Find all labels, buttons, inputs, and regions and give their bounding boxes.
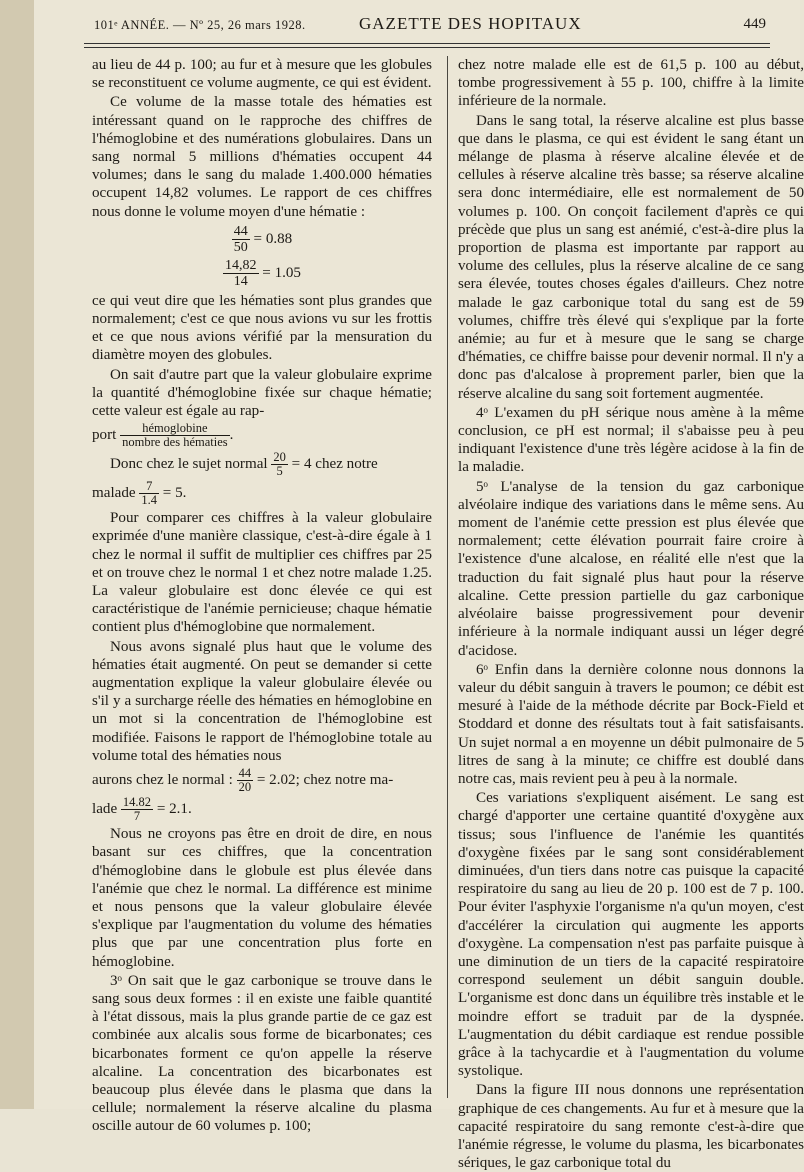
denominator: 20 <box>238 780 252 795</box>
paragraph: Ces variations s'expliquent aisément. Le sang est chargé d'apporter une certaine quantité d'oxygène aux tissus; sous l'influence de l'anémie les quantités d'oxygène fixées par le sang sont considérablement diminuées, d'un tiers dans notre cas puisque la capacité respiratoire du sang au lieu de 20 p. 100 est de 7 p. 100. Pour éviter l'asphyxie l'organisme n'a qu'un moyen, c'est d'accélérer la circulation qui augmente les apports d'oxygène. La compensation n'est pas parfaite puisque à une diminution de un tiers de la capacité respiratoire correspond seulement un débit sanguin double. L'organisme est donc dans un équilibre très instable et le moindre effort se traduit par de la dyspnée. L'augmentation du débit cardiaque est rendue possible grâce à la tachycardie et à l'augmentation du volume systolique. <box>458 790 804 1080</box>
paragraph: 6ᵒ Enfin dans la dernière colonne nous donnons la valeur du débit sanguin à travers le poumon; ce débit est mesuré à l'aide de la méthode décrite par Bock-Field et Stoddard et donne des résultats tout à fait satisfaisants. Un sujet normal a en moyenne un débit pulmonaire de 5 litres de sang à la minute; ce chiffre est doublé dans notre cas, mais revient peu à peu à la normale. <box>458 661 804 787</box>
paragraph: au lieu de 44 p. 100; au fur et à mesure que les globules se reconstituent ce volume augmente, ce qui est évident. <box>92 57 432 92</box>
fraction <box>223 258 259 289</box>
header-rule-bottom <box>84 47 770 48</box>
ratio-prefix: port <box>92 427 117 444</box>
denominator: 7 <box>133 809 141 824</box>
paragraph: On sait d'autre part que la valeur globulaire exprime la quantité d'hémoglobine fixée sur chaque hématie; cette valeur est égale au rap- <box>92 366 432 420</box>
formula-suffix: = 2.02; chez notre ma- <box>256 772 394 789</box>
concentration-formula-normal <box>92 767 432 794</box>
denominator: 50 <box>233 239 248 255</box>
running-header <box>84 12 770 42</box>
header-rule-top <box>84 43 770 44</box>
fraction <box>139 480 159 507</box>
numerator: 44 <box>233 223 248 239</box>
patient-value-formula <box>92 480 432 507</box>
ratio-suffix: . <box>229 427 234 444</box>
journal-title: GAZETTE DES HOPITAUX <box>359 14 582 33</box>
page-number: 449 <box>743 16 766 32</box>
paragraph: Nous ne croyons pas être en droit de dire, en nous basant sur ces chiffres, que la concentration d'hémoglobine dans le globule est plus élevée dans l'anémie que chez le normal. La différence est minime et nous pensons que la valeur globulaire élevée s'explique par l'augmentation du volume des hématies plus que par une concentration plus forte en hémoglobine. <box>92 826 432 970</box>
issue-info: 101ᵉ ANNÉE. — Nº 25, 26 mars 1928. <box>94 18 306 32</box>
paragraph: 5ᵒ L'analyse de la tension du gaz carbonique alvéolaire indique des variations dans le même sens. Au moment de l'anémie cette pression est plus élevée que normalement; cette élévation pourrait faire croire à l'existence d'une alcalose, en réalité elle n'est que la traduction du fait signalé plus haut pour la réserve alcaline. Cette pression partielle du gaz carbonique alvéolaire baisse progressivement pour devenir inférieure à la normale indiquant aussi un léger degré d'acidose. <box>458 478 804 659</box>
fraction <box>237 767 254 794</box>
formula-suffix: = 5. <box>162 485 187 502</box>
denominator: 14 <box>233 273 248 289</box>
result: = 0.88 <box>253 230 293 247</box>
paragraph: 3ᵒ On sait que le gaz carbonique se trouve dans le sang sous deux formes : il en existe une faible quantité à l'état dissous, mais la plus grande partie de ce gaz est combinée aux alcalis sous forme de bicarbonates; ces bicarbonates forment ce qu'on appelle la réserve alcaline. La concentration des bicarbonates est beaucoup plus élevée dans le plasma que dans la cellule; normalement la réserve alcaline du plasma oscille autour de 60 volumes p. 100; <box>92 972 432 1135</box>
normal-value-formula <box>92 451 432 478</box>
formula-prefix: malade <box>92 485 136 502</box>
formula-suffix: = 2.1. <box>156 801 192 818</box>
numerator: 20 <box>273 450 286 465</box>
ratio-formula <box>92 422 432 449</box>
numerator: 7 <box>139 480 159 494</box>
denominator: 5 <box>276 464 283 479</box>
paragraph: Dans la figure III nous donnons une représentation graphique de ces changements. Au fur et à mesure que la capacité respiratoire du sang remonte c'est-à-dire que l'anémie régresse, le volume du plasma, les bicarbonates sériques, le gaz carbonique total du <box>458 1082 804 1172</box>
formula-prefix: aurons chez le normal : <box>92 772 233 789</box>
numerator: hémoglobine <box>120 422 230 436</box>
right-column <box>458 56 804 1172</box>
paragraph: ce qui veut dire que les hématies sont plus grandes que normalement; c'est ce que nous avions vu sur les frottis et ce que nous avions vérifié par la mensuration du diamètre moyen des globules. <box>92 292 432 364</box>
result: = 1.05 <box>262 264 301 281</box>
equation-mean-volume-normal <box>92 224 432 255</box>
formula-prefix: lade <box>92 801 118 818</box>
formula-prefix: Donc chez le sujet normal <box>110 456 268 473</box>
paragraph: Pour comparer ces chiffres à la valeur globulaire exprimée d'une manière classique, c'est-à-dire égale à 1 chez le normal il suffit de multiplier ces chiffres par 25 et on trouve chez le normal 1 et chez notre malade 1.25. La valeur globulaire est donc élevée ce qui est caractéristique de l'anémie pernicieuse; chaque hématie contient plus d'hémoglobine que normalement. <box>92 510 432 636</box>
numerator: 14,82 <box>225 257 257 273</box>
denominator: 1.4 <box>141 493 157 508</box>
left-column <box>92 56 432 1135</box>
paragraph: Nous avons signalé plus haut que le volume des hématies était augmenté. On peut se demander si cette augmentation explique la valeur globulaire élevée ou s'il y a surcharge réelle des hématies en hémoglobine en un mot si la concentration de l'hémoglobine est modifiée. Faisons le rapport de l'hémoglobine totale au volume total des hématies nous <box>92 638 432 764</box>
paragraph: 4ᵒ L'examen du pH sérique nous amène à la même conclusion, ce pH est normal; il s'abaisse peu à peu indiquant l'existence d'une très légère acidose à la fin de la maladie. <box>458 404 804 476</box>
numerator: 14.82 <box>122 795 152 810</box>
concentration-formula-patient <box>92 796 432 823</box>
fraction <box>121 796 153 823</box>
numerator: 44 <box>238 766 252 781</box>
equation-mean-volume-patient <box>92 258 432 289</box>
fraction <box>120 422 230 449</box>
fraction <box>271 451 288 478</box>
fraction <box>232 224 250 255</box>
column-divider <box>447 56 448 1098</box>
denominator: nombre des hématies <box>122 435 228 450</box>
paragraph: Ce volume de la masse totale des hématies est intéressant quand on le rapproche des chiffres de l'hémoglobine et des numérations globulaires. Dans un sang normal 5 millions d'hématies occupent 44 volumes; dans le sang du malade 1.400.000 hématies occupent 14,82 volumes. Le rapport de ces chiffres nous donne le volume moyen d'une hématie : <box>92 94 432 220</box>
paragraph: Dans le sang total, la réserve alcaline est plus basse que dans le plasma, ce qui est évident le sang étant un mélange de plasma à réserve alcaline élevée et de cellules à réserve alcaline très basse; sa réserve alcaline sera donc intermédiaire, elle est normalement de 50 volumes p. 100. On conçoit facilement d'après ce qui précède que plus un sang est anémié, c'est-à-dire plus la proportion de plasma est importante par rapport au volume des cellules, plus la réserve alcaline de ce sang sera élevée, toutes choses égales d'ailleurs. Chez notre malade le gaz carbonique total du sang est de 59 volumes, chiffre très élevé qui s'explique par la forte anémie; au fur et à mesure que le sang se charge d'hématies, ce chiffre baisse pour devenir normal. Il n'y a donc pas d'alcalose à proprement parler, bien que la réserve alcaline du sang soit fortement augmentée. <box>458 112 804 402</box>
formula-suffix: = 4 chez notre <box>291 456 378 473</box>
paragraph: chez notre malade elle est de 61,5 p. 100 au début, tombe progressivement à 55 p. 100, chiffre à la limite inférieure de la normale. <box>458 57 804 110</box>
